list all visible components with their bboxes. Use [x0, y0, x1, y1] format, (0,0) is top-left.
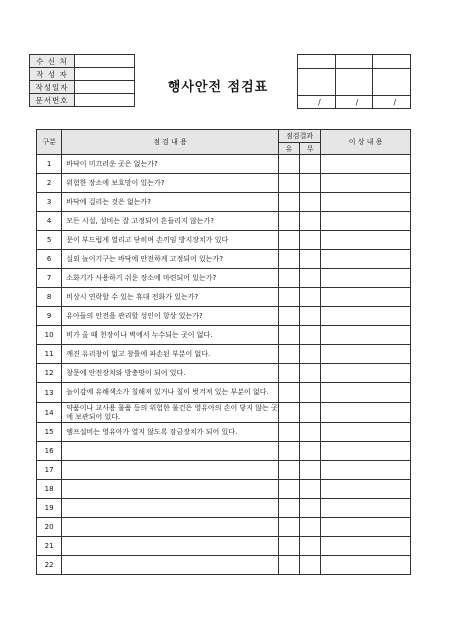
row-check-item [62, 556, 279, 575]
row-remarks[interactable] [321, 250, 411, 269]
row-result-yes[interactable] [278, 403, 299, 423]
row-number: 8 [37, 288, 62, 307]
row-check-item: 엠프설비는 영유아가 열지 않도록 잠금장치가 되어 있다. [62, 423, 279, 442]
row-result-yes[interactable] [278, 155, 299, 174]
table-row [37, 288, 411, 307]
row-check-item: 비상시 연락할 수 있는 휴대 전화가 있는가? [62, 288, 279, 307]
row-remarks[interactable] [321, 518, 411, 537]
row-result-no[interactable] [300, 537, 321, 556]
row-result-yes[interactable] [278, 326, 299, 345]
header-no: 구분 [37, 130, 62, 155]
checklist-rows [37, 155, 411, 575]
row-check-item: 모든 시설, 설비는 잘 고정되어 흔들리지 않는가? [62, 212, 279, 231]
meta-label-doc-number: 문서번호 [30, 94, 75, 107]
row-number: 16 [37, 442, 62, 461]
header-yes: 유 [278, 143, 299, 155]
row-remarks[interactable] [321, 461, 411, 480]
row-remarks[interactable] [321, 212, 411, 231]
meta-value-recipient[interactable] [75, 55, 135, 68]
row-result-yes[interactable] [278, 345, 299, 364]
row-result-no[interactable] [300, 403, 321, 423]
row-remarks[interactable] [321, 307, 411, 326]
row-check-item: 창문에 안전장치와 방충망이 되어 있다. [62, 364, 279, 383]
table-row [37, 442, 411, 461]
table-row [37, 212, 411, 231]
row-remarks[interactable] [321, 556, 411, 575]
row-number: 13 [37, 383, 62, 403]
table-row [37, 326, 411, 345]
checklist-table [36, 129, 411, 575]
row-number: 21 [37, 537, 62, 556]
table-row [37, 461, 411, 480]
row-result-no[interactable] [300, 461, 321, 480]
row-result-no[interactable] [300, 193, 321, 212]
row-check-item: 유아들의 안전을 관리할 성인이 항상 있는가? [62, 307, 279, 326]
meta-value-date[interactable] [75, 81, 135, 94]
row-result-yes[interactable] [278, 518, 299, 537]
row-check-item [62, 537, 279, 556]
row-result-no[interactable] [300, 480, 321, 499]
header-item: 점 검 내 용 [62, 130, 279, 155]
row-result-yes[interactable] [278, 231, 299, 250]
table-row [37, 423, 411, 442]
table-row [37, 250, 411, 269]
row-check-item [62, 499, 279, 518]
sign-cell[interactable] [335, 69, 373, 96]
row-number: 19 [37, 499, 62, 518]
row-number: 5 [37, 231, 62, 250]
row-remarks[interactable] [321, 345, 411, 364]
row-result-yes[interactable] [278, 442, 299, 461]
row-result-yes[interactable] [278, 174, 299, 193]
row-number: 10 [37, 326, 62, 345]
row-number: 6 [37, 250, 62, 269]
row-number: 18 [37, 480, 62, 499]
row-check-item: 바닥이 미끄러운 곳은 없는가? [62, 155, 279, 174]
row-result-no[interactable] [300, 423, 321, 442]
row-number: 2 [37, 174, 62, 193]
row-result-yes[interactable] [278, 537, 299, 556]
row-remarks[interactable] [321, 288, 411, 307]
table-row [37, 231, 411, 250]
approval-sign-box [297, 54, 411, 109]
row-check-item [62, 461, 279, 480]
row-result-no[interactable] [300, 383, 321, 403]
row-result-yes[interactable] [278, 212, 299, 231]
row-result-no[interactable] [300, 518, 321, 537]
row-remarks[interactable] [321, 383, 411, 403]
row-result-yes[interactable] [278, 193, 299, 212]
row-result-yes[interactable] [278, 423, 299, 442]
row-result-no[interactable] [300, 499, 321, 518]
table-row [37, 383, 411, 403]
row-check-item: 소화기가 사용하기 쉬운 장소에 마련되어 있는가? [62, 269, 279, 288]
table-row [37, 174, 411, 193]
row-number: 17 [37, 461, 62, 480]
sign-date-cell[interactable]: / [335, 96, 373, 109]
row-result-no[interactable] [300, 174, 321, 193]
row-number: 14 [37, 403, 62, 423]
meta-table [29, 54, 135, 107]
table-row [37, 269, 411, 288]
row-remarks[interactable] [321, 364, 411, 383]
sign-date-cell[interactable]: / [373, 96, 411, 109]
row-result-yes[interactable] [278, 269, 299, 288]
row-remarks[interactable] [321, 442, 411, 461]
table-row [37, 155, 411, 174]
table-row [37, 518, 411, 537]
row-result-no[interactable] [300, 269, 321, 288]
page-title: 행사안전 점검표 [167, 80, 269, 95]
table-row [37, 193, 411, 212]
row-check-item [62, 480, 279, 499]
row-number: 22 [37, 556, 62, 575]
row-check-item: 깨진 유리창이 없고 창틀에 파손된 부분이 없다. [62, 345, 279, 364]
row-remarks[interactable] [321, 231, 411, 250]
table-row [37, 537, 411, 556]
row-remarks[interactable] [321, 193, 411, 212]
row-check-item [62, 518, 279, 537]
row-result-no[interactable] [300, 326, 321, 345]
row-remarks[interactable] [321, 155, 411, 174]
row-result-yes[interactable] [278, 288, 299, 307]
row-result-no[interactable] [300, 364, 321, 383]
row-result-no[interactable] [300, 231, 321, 250]
row-check-item: 약품이나 교사용 물품 등의 위험한 물건은 영유아의 손이 닿지 않는 곳에 보관되어 있다. [62, 403, 279, 423]
row-result-yes[interactable] [278, 556, 299, 575]
row-remarks[interactable] [321, 499, 411, 518]
sign-cell[interactable] [298, 69, 336, 96]
sign-date-cell[interactable]: / [298, 96, 336, 109]
row-number: 3 [37, 193, 62, 212]
sign-header-cell [335, 55, 373, 69]
row-result-no[interactable] [300, 212, 321, 231]
row-result-yes[interactable] [278, 364, 299, 383]
row-remarks[interactable] [321, 480, 411, 499]
row-check-item [62, 442, 279, 461]
row-check-item: 문이 부드럽게 열리고 닫히며 손끼임 방지장치가 있다 [62, 231, 279, 250]
row-result-no[interactable] [300, 288, 321, 307]
row-result-yes[interactable] [278, 499, 299, 518]
header-remarks: 이 상 내 용 [321, 130, 411, 155]
row-remarks[interactable] [321, 326, 411, 345]
row-number: 1 [37, 155, 62, 174]
row-result-no[interactable] [300, 307, 321, 326]
table-row [37, 556, 411, 575]
table-row [37, 480, 411, 499]
table-row [37, 364, 411, 383]
table-row [37, 345, 411, 364]
row-number: 11 [37, 345, 62, 364]
row-result-yes[interactable] [278, 307, 299, 326]
row-remarks[interactable] [321, 174, 411, 193]
meta-value-author[interactable] [75, 68, 135, 81]
row-result-yes[interactable] [278, 480, 299, 499]
row-check-item: 비가 올 때 천장이나 벽에서 누수되는 곳이 없다. [62, 326, 279, 345]
sign-header-cell [298, 55, 336, 69]
sign-cell[interactable] [373, 69, 411, 96]
meta-label-author: 작 성 자 [30, 68, 75, 81]
header-result: 점검결과 [278, 130, 320, 143]
row-remarks[interactable] [321, 537, 411, 556]
row-result-yes[interactable] [278, 461, 299, 480]
row-result-no[interactable] [300, 345, 321, 364]
row-result-yes[interactable] [278, 383, 299, 403]
sign-header-cell [373, 55, 411, 69]
row-check-item: 실외 놀이기구는 바닥에 안전하게 고정되어 있는가? [62, 250, 279, 269]
table-row [37, 499, 411, 518]
row-number: 15 [37, 423, 62, 442]
header-no-result: 무 [300, 143, 321, 155]
table-row [37, 403, 411, 423]
row-remarks[interactable] [321, 423, 411, 442]
row-number: 4 [37, 212, 62, 231]
row-result-yes[interactable] [278, 250, 299, 269]
row-number: 9 [37, 307, 62, 326]
row-check-item: 놀이감에 유해색소가 칠해져 있거나 칠이 벗겨져 있는 부분이 없다. [62, 383, 279, 403]
meta-value-doc-number[interactable] [75, 94, 135, 107]
row-number: 12 [37, 364, 62, 383]
row-result-no[interactable] [300, 155, 321, 174]
row-number: 20 [37, 518, 62, 537]
row-result-no[interactable] [300, 250, 321, 269]
row-remarks[interactable] [321, 403, 411, 423]
row-result-no[interactable] [300, 556, 321, 575]
row-number: 7 [37, 269, 62, 288]
meta-label-recipient: 수 신 처 [30, 55, 75, 68]
row-remarks[interactable] [321, 269, 411, 288]
row-check-item: 바닥에 걸리는 것은 없는가? [62, 193, 279, 212]
table-row [37, 307, 411, 326]
row-result-no[interactable] [300, 442, 321, 461]
meta-label-date: 작성일자 [30, 81, 75, 94]
row-check-item: 위험한 장소에 보호망이 있는가? [62, 174, 279, 193]
